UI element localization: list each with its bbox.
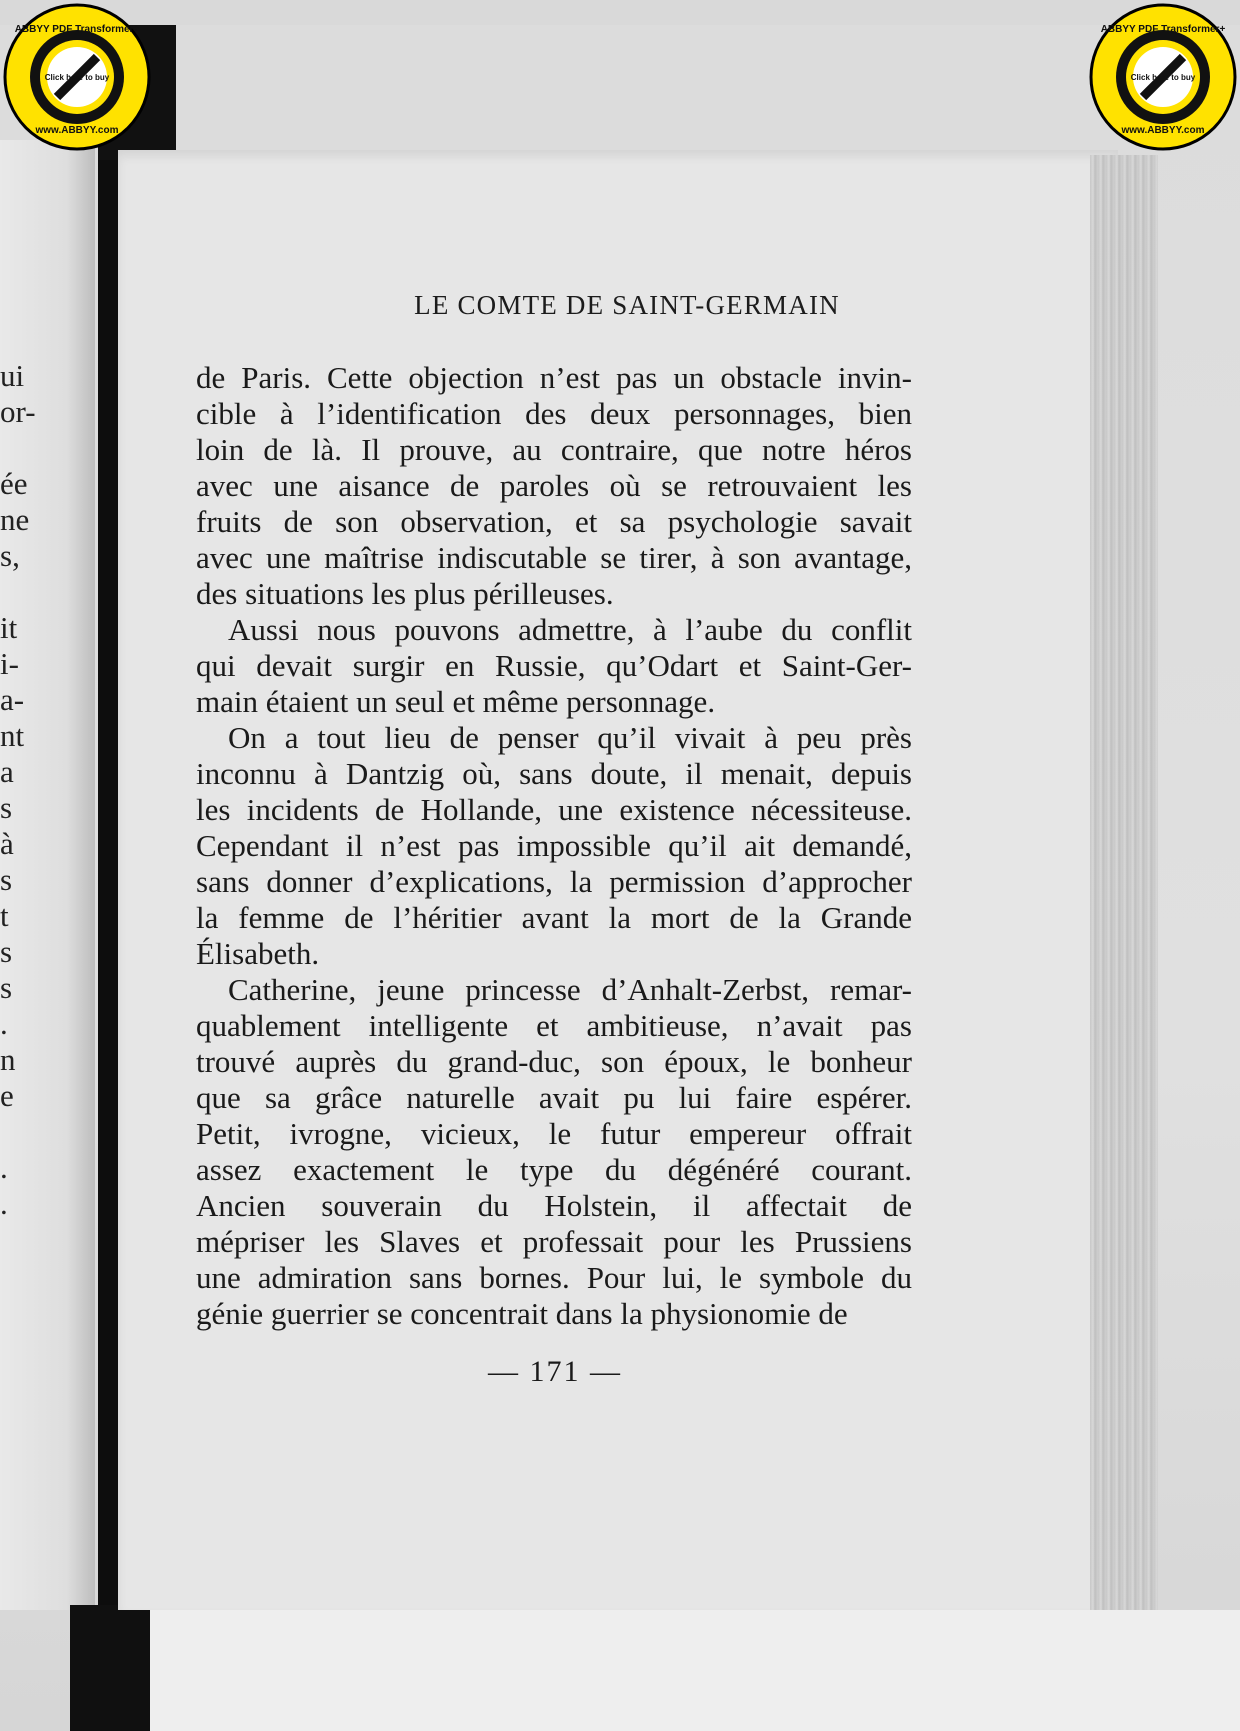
left-page-fragment: a (0, 754, 14, 789)
page-number: — 171 — (488, 1355, 622, 1388)
text-line: Catherine, jeune princesse d’Anhalt-Zerbst, remar- (228, 972, 912, 1007)
left-page-fragment (0, 430, 40, 466)
page-body-text (196, 360, 912, 1332)
book-spine (98, 160, 120, 1610)
text-line: Élisabeth. (196, 936, 320, 971)
text-line: génie guerrier se concentrait dans la physionomie de (196, 1296, 848, 1331)
abbyy-buy-badge-left[interactable] (2, 2, 152, 152)
left-page-fragment (0, 574, 40, 610)
text-line: sans donner d’explications, la permission d’approcher (196, 864, 912, 899)
text-line: main étaient un seul et même personnage. (196, 684, 716, 719)
left-page-fragment: t (0, 898, 9, 933)
svg-text:Click here to buy: Click here to buy (44, 73, 110, 82)
left-page-fragment: à (0, 826, 14, 861)
svg-text:ABBYY PDF Transformer+: ABBYY PDF Transformer+ (1100, 24, 1226, 35)
text-line: la femme de l’héritier avant la mort de la Grande (196, 900, 912, 935)
book-spine-bottom (70, 1605, 150, 1731)
left-page-fragment: s (0, 862, 13, 897)
svg-text:www.ABBYY.com: www.ABBYY.com (35, 125, 119, 136)
left-page-fragment: . (0, 1186, 8, 1221)
page-fore-edge (1090, 155, 1158, 1610)
text-line: avec une maîtrise indiscutable se tirer, à son avantage, (196, 540, 912, 575)
left-page-fragment: ne (0, 502, 30, 537)
left-page-fragment: . (0, 1150, 8, 1185)
left-page-fragment: a- (0, 682, 25, 717)
svg-text:Click here to buy: Click here to buy (1130, 73, 1196, 82)
abbyy-seal-icon (2, 2, 152, 152)
left-page-fragment: n (0, 1042, 16, 1077)
left-page-fragment: s (0, 970, 13, 1005)
left-page-fragment (0, 1114, 40, 1150)
left-page-fragment: or- (0, 394, 36, 429)
text-line: une admiration sans bornes. Pour lui, le symbole du (196, 1260, 912, 1295)
left-page-fragment: s (0, 934, 13, 969)
text-line: des situations les plus périlleuses. (196, 576, 614, 611)
text-line: Cependant il n’est pas impossible qu’il ait demandé, (196, 828, 912, 863)
text-line: trouvé auprès du grand-duc, son époux, le bonheur (196, 1044, 912, 1079)
left-page-fragment: s, (0, 538, 20, 573)
text-line: cible à l’identification des deux personnages, bien (196, 396, 912, 431)
abbyy-seal-icon (1088, 2, 1238, 152)
svg-text:ABBYY PDF Transformer+: ABBYY PDF Transformer+ (14, 24, 140, 35)
left-page-fragment: it (0, 610, 18, 645)
text-line: inconnu à Dantzig où, sans doute, il menait, depuis (196, 756, 912, 791)
scan-background-bottom (150, 1610, 1240, 1731)
left-page-fragment: . (0, 1006, 8, 1041)
text-line: fruits de son observation, et sa psychologie savait (196, 504, 912, 539)
text-line: quablement intelligente et ambitieuse, n’avait pas (196, 1008, 912, 1043)
svg-text:www.ABBYY.com: www.ABBYY.com (1121, 125, 1205, 136)
text-line: On a tout lieu de penser qu’il vivait à peu près (228, 720, 912, 755)
left-page-fragment: ée (0, 466, 28, 501)
text-line: que sa grâce naturelle avait pu lui faire espérer. (196, 1080, 912, 1115)
text-line: qui devait surgir en Russie, qu’Odart et Saint-Ger- (196, 648, 912, 683)
running-head: LE COMTE DE SAINT-GERMAIN (414, 290, 840, 320)
left-page-fragment: s (0, 790, 13, 825)
left-page-fragment: i- (0, 646, 19, 681)
text-line: Ancien souverain du Holstein, il affectait de (196, 1188, 912, 1223)
text-line: avec une aisance de paroles où se retrouvaient les (196, 468, 912, 503)
text-line: mépriser les Slaves et professait pour les Prussiens (196, 1224, 912, 1259)
text-line: les incidents de Hollande, une existence nécessiteuse. (196, 792, 912, 827)
text-line: Aussi nous pouvons admettre, à l’aube du conflit (228, 612, 912, 647)
left-page-cut-text (0, 358, 40, 1222)
left-page-fragment: e (0, 1078, 14, 1113)
abbyy-buy-badge-right[interactable] (1088, 2, 1238, 152)
text-line: Petit, ivrogne, vicieux, le futur empereur offrait (196, 1116, 912, 1151)
text-line: de Paris. Cette objection n’est pas un obstacle invin- (196, 360, 912, 395)
text-line: loin de là. Il prouve, au contraire, que notre héros (196, 432, 912, 467)
left-page-fragment: ui (0, 358, 25, 393)
text-line: assez exactement le type du dégénéré courant. (196, 1152, 912, 1187)
left-page-fragment: nt (0, 718, 25, 753)
